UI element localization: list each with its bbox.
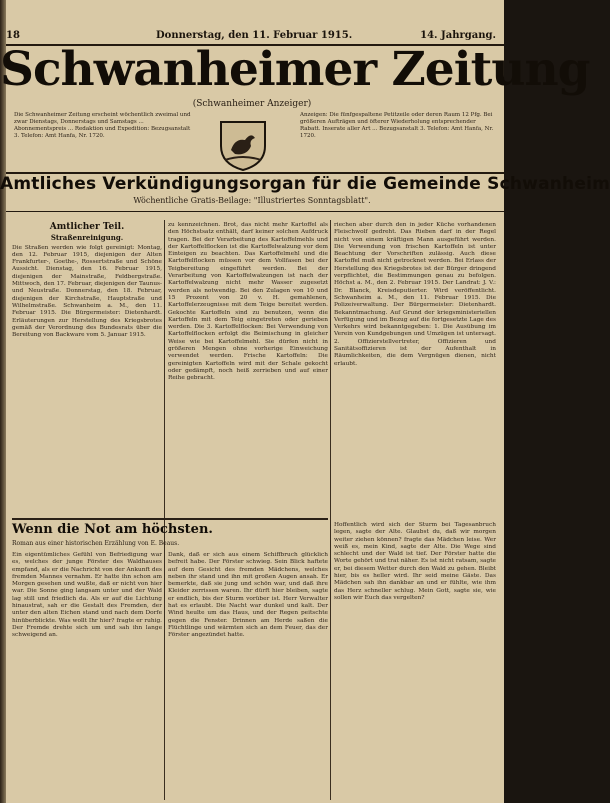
official-section-heading: Amtlicher Teil. [49, 222, 125, 232]
story-column-1: Ein eigentümliches Gefühl von Befriedigung war es, welches der junge Förster des Waldhauses empfand, als er die Nachricht von der Ankunft des fremden Mannes vernahm. Er hatte ihn schon am Morgen gesehen und wußte, daß er nicht von hier war. Die Sonne ging langsam unter und der Wald lag still und friedlich da. Als er auf die Lichtung hinaustrat, sah er die Gestalt des Fremden, der unter den alten Eichen stand und nach dem Dorfe hinüberblickte. Was wollt Ihr hier? fragte er ruhig. Der Fremde drehte sich um und sah ihn lange schweigend an. [12, 552, 162, 639]
column-3-text: riechen aber durch den in jeder Küche vorhandenen Fleischwolf gedreht. Das Rieben darf in der Regel nicht von einem kräftigen Mann ausgeführt werden. Die Verwendung von frischen Kartoffeln ist unter Beachtung der Vorschriften zulässig. Auch diese Kartoffel muß nicht getrocknet werden. Bei Erlass der Herstellung des Kriegsbrotes ist der Bürger dringend verpflichtet, die Bestimmungen genau zu befolgen. Höchst a. M., den 2. Februar 1915. Der Landrat: J. V.: Dr. Blanck, Kreisdeputierter. Wird veröffentlicht. Schwanheim a. M., den 11. Februar 1915. Die Polizeiverwaltung. Der Bürgermeister: Dietenhardt. Bekanntmachung. Auf Grund der kriegsministeriellen Verfügung und im Bezug auf die fortgesetzte Lage des Verkehrs wird bekanntgegeben: 1. Die Ausübung im Verein von Kundgebungen und Umzügen ist untersagt. 2. Offizierstellvertreter, Offizieren und Sanitätsoffizieren ist der Aufenthalt in Räumlichkeiten, die dem Vergnügen dienen, nicht erlaubt. [334, 222, 496, 367]
advertising-info: Anzeigen: Die fünfgespaltene Petitzeile oder deren Raum 12 Pfg. Bei größeren Aufträgen und öfterer Wiederholung entsprechender Rabatt. Inserate aller Art ... Bezugsanstalt 3. Telefon: Amt Hanfa, Nr. 1720. [300, 112, 494, 139]
page-number: 18 [6, 30, 20, 41]
story-column-2: Dank, daß er sich aus einem Schiffbruch glücklich befreit habe. Der Förster schwieg. Sein Blick haftete auf dem Gesicht des fremden Mädchens, welches neben ihr stand und ihn mit großen Augen ansah. Er bemerkte, daß sie jung und schön war, und daß ihre Kleider zerrissen waren. Ihr dürft hier bleiben, sagte er endlich, bis der Sturm vorüber ist. Herr Verwalter hat es erlaubt. Die Nacht war dunkel und kalt. Der Wind heulte um das Haus, und der Regen peitschte gegen die Fenster. Drinnen am Herde saßen die Flüchtlinge und wärmten sich an dem Feuer, das der Förster angezündet hatte. [168, 552, 328, 639]
story-subtitle: Roman aus einer historischen Erzählung von E. Beaus. [12, 540, 180, 547]
story-title: Wenn die Not am höchsten. [12, 522, 213, 537]
issue-date: Donnerstag, den 11. Februar 1915. [156, 30, 353, 41]
column-announcements [334, 222, 496, 522]
column-2-text: zu kennzeichnen. Brot, das nicht mehr Kartoffel als den Höchstsatz enthält, darf keiner solchen Aufdruck tragen. Bei der Verarbeitung des Kartoffelmehls und der Kartoffelflocken ist die Kartoffelwalzung vor dem Einteigen zu beachten. Das Kartoffelmehl und die Kartoffelflocken müssen vor dem Vollfasen bei der Teigbereitung eingeführt werden. Bei der Verarbeitung von Kartoffelwalzungen ist nach der Kartoffelwalzung nicht mehr Wasser zugesetzt werden als notwendig. Bei den Zulagen von 10 und 15 Prozent von 20 v. H. gemahlenen, Kartoffelerzeugnisse mit dem Teige bereitet werden. Gekochte Kartoffeln sind zu benutzen, wenn die Kartoffeln mit dem Teig eingetreten oder gerieben werden. Die 3. Kartoffelflocken: Bei Verwendung von Kartoffelflocken erfolgt die Beimischung in gleicher Weise wie bei Kartoffelmehl. Sie dürfen nicht in größeren Mengen ohne vorherige Einweichung verwendet werden. Frische Kartoffeln: Die gereinigten Kartoffeln wird mit der Schale gekocht oder gedämpft, noch heiß zerrieben und auf einer Reihe gebracht. [168, 222, 328, 382]
page-binding-edge [0, 0, 6, 803]
column-1-text: Die Straßen werden wie folgt gereinigt: Montag, den 12. Februar 1915, diejenigen der Alten Frankfurter-, Goethe-, Rossertstraße und Schöne Aussicht. Dienstag, den 16. Februar 1915, diejenigen der Mainstraße, Feldbergstraße. Mittwoch, den 17. Februar, diejenigen der Taunus- und Neustraße. Donnerstag, den 18. Februar, diejenigen der Kirchstraße, Hauptstraße und Wilhelmstraße. Schwanheim a. M., den 11. Februar 1915. Die Bürgermeister: Dietenhardt. Erläuterungen zur Herstellung des Kriegsbrotes gemäß der Verordnung des Bundesrats über die Bereitung von Backware vom 5. Januar 1915. [12, 244, 162, 339]
column-official [12, 222, 162, 522]
official-organ-line: Amtliches Verkündigungsorgan für die Gemeinde Schwanheim [0, 174, 610, 194]
town-crest-icon [213, 116, 273, 172]
supplement-line: Wöchentliche Gratis-Beilage: "Illustriertes Sonntagsblatt". [133, 196, 371, 205]
masthead-subtitle: (Schwanheimer Anzeiger) [192, 99, 312, 109]
subscription-info: Die Schwanheimer Zeitung erscheint wöchentlich zweimal und zwar Dienstags, Donnerstags und Samstags ... Abonnementspreis ... Redaktion und Expedition: Bezugsanstalt 3. Telefon: Amt Hanfa, Nr. 1720. [14, 112, 191, 139]
column-bread-regulation [168, 222, 328, 522]
volume-number: 14. Jahrgang. [420, 30, 496, 41]
column-divider [164, 220, 165, 800]
feuilleton-rule [12, 518, 328, 520]
column-divider [330, 220, 331, 800]
street-cleaning-heading: Straßenreinigung. [50, 233, 124, 243]
section-rule [6, 211, 504, 212]
story-column-3: Hoffentlich wird sich der Sturm bei Tagesanbruch legen, sagte der Alte. Glaubst du, daß wir morgen weiter ziehen können? fragte das Mädchen leise. Wer weiß es, mein Kind, sagte der Alte. Die Wege sind schlecht und der Wald ist tief. Der Förster hatte die Worte gehört und trat näher. Es ist nicht ratsam, sagte er, bei diesem Wetter durch den Wald zu gehen. Bleibt hier, bis es heller wird. Ihr seid meine Gäste. Das Mädchen sah ihn dankbar an und er fühlte, wie ihm das Herz schneller schlug. Mein Gott, sagte sie, wie sollen wir Euch das vergelten? [334, 522, 496, 601]
masthead-title: Schwanheimer Zeitung [0, 42, 590, 97]
